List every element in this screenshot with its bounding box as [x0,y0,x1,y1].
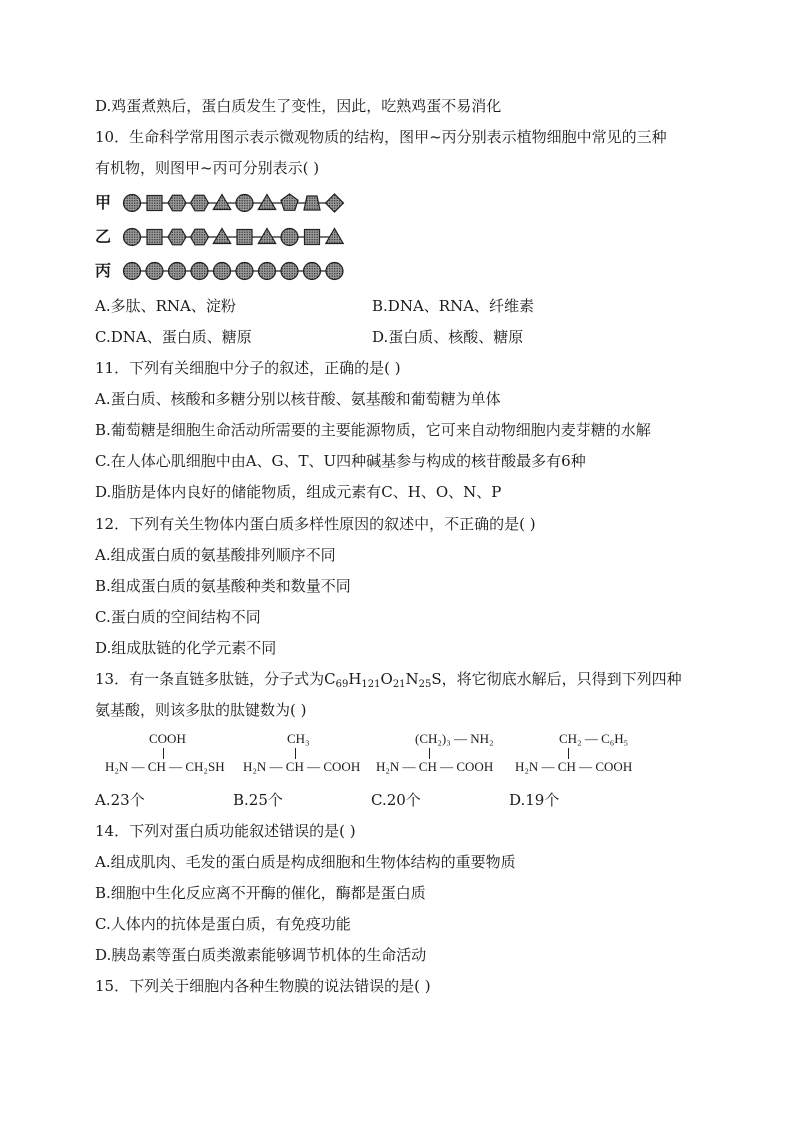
q13-option-d: D.19个 [509,791,560,809]
q12-option-a: A.组成蛋白质的氨基酸排列顺序不同 [95,546,336,564]
q12-stem: 12．下列有关生物体内蛋白质多样性原因的叙述中，不正确的是( ) [95,515,536,533]
q11-option-c: C.在人体心肌细胞中由A、G、T、U四种碱基参与构成的核苷酸最多有6种 [95,452,586,470]
monomer-trapezoid [304,196,320,210]
monomer-circle [124,229,141,246]
monomer-circle [146,263,163,280]
monomer-circle [124,195,141,212]
formula-sub: 121 [361,679,381,690]
q14-option-c: C.人体内的抗体是蛋白质，有免疫功能 [95,915,351,933]
monomer-triangle [326,229,343,244]
q10-stem-line2: 有机物，则图甲~丙可分别表示( ) [95,159,320,177]
amino-acid-backbone: H₂N — CH — COOH [515,759,633,774]
monomer-circle [281,263,298,280]
q10-option-b: B.DNA、RNA、纤维素 [372,297,535,315]
amino-acid-side-chain: (CH₂)₃ — NH₂ [415,731,494,746]
chain-diagram [121,192,351,214]
monomer-hexagon [191,229,209,245]
formula-el: N [405,670,419,688]
monomer-hexagon [191,195,209,211]
monomer-circle [236,195,253,212]
q9-option-d: D.鸡蛋煮熟后，蛋白质发生了变性，因此，吃熟鸡蛋不易消化 [95,97,502,115]
monomer-diamond [326,194,344,212]
q13-option-c: C.20个 [371,791,421,809]
amino-acid-cysteine [105,731,245,775]
q14-option-d: D.胰岛素等蛋白质类激素能够调节机体的生命活动 [95,946,427,964]
q14-option-a: A.组成肌肉、毛发的蛋白质是构成细胞和生物体结构的重要物质 [95,853,516,871]
q11-option-a: A.蛋白质、核酸和多糖分别以核苷酸、氨基酸和葡萄糖为单体 [95,390,501,408]
monomer-circle [124,263,141,280]
formula-sub: 69 [335,679,349,690]
monomer-circle [236,263,253,280]
amino-acid-side-chain: CH₃ [287,731,310,746]
q13-option-a: A.23个 [95,791,145,809]
q12-option-d: D.组成肽链的化学元素不同 [95,639,277,657]
bond-line [568,748,569,759]
monomer-square [147,230,162,245]
amino-acid-backbone: H₂N — CH — COOH [376,759,494,774]
formula-sub: 25 [418,679,432,690]
amino-acid-alanine [243,731,373,775]
monomer-square [305,230,320,245]
monomer-hexagon [168,195,186,211]
q13-option-b: B.25个 [233,791,283,809]
q11-option-d: D.脂肪是体内良好的储能物质，组成元素有C、H、O、N、P [95,483,502,501]
q12-option-c: C.蛋白质的空间结构不同 [95,608,261,626]
amino-acid-side-chain: COOH [149,731,186,746]
q10-stem-line1: 10．生命科学常用图示表示微观物质的结构，图甲~丙分别表示植物细胞中常见的三种 [95,128,667,146]
monomer-pentagon [281,194,298,210]
chain-label: 甲 [95,193,112,212]
monomer-triangle [258,229,275,244]
amino-acid-lysine [376,731,506,775]
chain-label: 乙 [95,227,112,246]
monomer-triangle [213,195,230,210]
bond-line [163,748,164,759]
amino-acid-backbone: H₂N — CH — CH₂SH [105,759,225,774]
q13-stem-line1 [95,669,682,689]
amino-acid-phenylalanine [515,731,645,775]
q14-option-b: B.细胞中生化反应离不开酶的催化，酶都是蛋白质 [95,884,426,902]
formula-el: O [380,670,393,688]
q11-stem: 11．下列有关细胞中分子的叙述，正确的是( ) [95,359,401,377]
q10-option-c: C.DNA、蛋白质、糖原 [95,328,252,346]
q11-option-b: B.葡萄糖是细胞生命活动所需要的主要能源物质，它可来自动物细胞内麦芽糖的水解 [95,421,651,439]
monomer-circle [169,263,186,280]
q13-stem-text: S，将它彻底水解后，只得到下列四种 [431,670,682,688]
q15-stem: 15．下列关于细胞内各种生物膜的说法错误的是( ) [95,977,431,995]
monomer-triangle [213,229,230,244]
bond-line [429,748,430,759]
monomer-triangle [258,195,275,210]
q12-option-b: B.组成蛋白质的氨基酸种类和数量不同 [95,577,351,595]
monomer-circle [259,263,276,280]
formula-el: H [348,670,362,688]
q13-stem-line2: 氨基酸，则该多肽的肽键数为( ) [95,701,307,719]
amino-acid-backbone: H₂N — CH — COOH [243,759,361,774]
monomer-square [237,230,252,245]
monomer-circle [326,263,343,280]
amino-acid-side-chain: CH₂ — C₆H₅ [559,731,629,746]
chain-diagram [121,260,351,282]
monomer-circle [191,263,208,280]
monomer-circle [304,263,321,280]
monomer-circle [281,229,298,246]
bond-line [295,748,296,759]
q13-stem-text: 13．有一条直链多肽链，分子式为C [95,670,336,688]
monomer-circle [214,263,231,280]
monomer-square [147,196,162,211]
chain-label: 丙 [95,261,112,280]
formula-sub: 21 [392,679,406,690]
q10-option-a: A.多肽、RNA、淀粉 [95,297,236,315]
q14-stem: 14．下列对蛋白质功能叙述错误的是( ) [95,822,356,840]
chain-diagram [121,226,351,248]
q10-option-d: D.蛋白质、核酸、糖原 [372,328,524,346]
monomer-hexagon [168,229,186,245]
